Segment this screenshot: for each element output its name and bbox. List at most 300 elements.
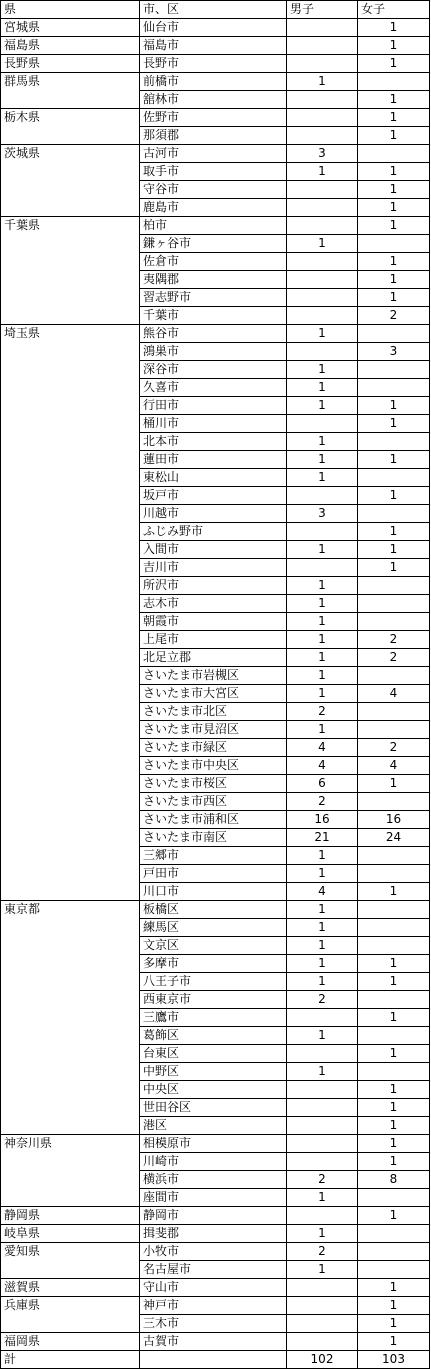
- table-row: [1, 271, 430, 289]
- male-cell: 1: [287, 361, 358, 379]
- pref-cell: [1, 181, 140, 199]
- male-cell: [287, 37, 358, 55]
- table-row: [1, 1333, 430, 1351]
- city-cell: 志木市: [140, 595, 287, 613]
- city-cell: 守山市: [140, 1279, 287, 1297]
- female-cell: 1: [358, 1135, 430, 1153]
- male-cell: 21: [287, 829, 358, 847]
- city-cell: 三木市: [140, 1315, 287, 1333]
- female-cell: [358, 469, 430, 487]
- female-cell: 1: [358, 91, 430, 109]
- female-cell: [358, 577, 430, 595]
- city-cell: 蓮田市: [140, 451, 287, 469]
- male-cell: 6: [287, 775, 358, 793]
- city-cell: 板橋区: [140, 901, 287, 919]
- table-row: [1, 829, 430, 847]
- table-row: [1, 1045, 430, 1063]
- pref-cell: [1, 1063, 140, 1081]
- city-cell: さいたま市桜区: [140, 775, 287, 793]
- table-row: [1, 1081, 430, 1099]
- city-cell: 習志野市: [140, 289, 287, 307]
- female-cell: [358, 919, 430, 937]
- pref-cell: 宮城県: [1, 19, 140, 37]
- table-row: [1, 397, 430, 415]
- city-cell: 朝霞市: [140, 613, 287, 631]
- table-row: [1, 739, 430, 757]
- female-cell: 1: [358, 1297, 430, 1315]
- pref-cell: [1, 433, 140, 451]
- pref-cell: [1, 469, 140, 487]
- female-cell: 1: [358, 217, 430, 235]
- table-row: [1, 343, 430, 361]
- male-cell: 1: [287, 1261, 358, 1279]
- city-cell: さいたま市中央区: [140, 757, 287, 775]
- pref-cell: 長野県: [1, 55, 140, 73]
- header-row: [1, 1, 430, 19]
- table-row: [1, 649, 430, 667]
- city-cell: 西東京市: [140, 991, 287, 1009]
- table-row: [1, 1153, 430, 1171]
- female-cell: 16: [358, 811, 430, 829]
- pref-cell: [1, 757, 140, 775]
- male-cell: [287, 181, 358, 199]
- pref-cell: [1, 1261, 140, 1279]
- table-row: [1, 181, 430, 199]
- pref-cell: [1, 541, 140, 559]
- pref-cell: [1, 865, 140, 883]
- table-row: [1, 613, 430, 631]
- city-cell: さいたま市大宮区: [140, 685, 287, 703]
- city-cell: 坂戸市: [140, 487, 287, 505]
- city-cell: 三鷹市: [140, 1009, 287, 1027]
- pref-cell: [1, 505, 140, 523]
- table-row: [1, 667, 430, 685]
- male-cell: [287, 109, 358, 127]
- female-cell: [358, 865, 430, 883]
- male-cell: [287, 1333, 358, 1351]
- table-row: [1, 307, 430, 325]
- male-cell: 3: [287, 505, 358, 523]
- pref-cell: [1, 883, 140, 901]
- male-cell: 2: [287, 793, 358, 811]
- pref-cell: [1, 397, 140, 415]
- female-cell: [358, 235, 430, 253]
- city-cell: 舘林市: [140, 91, 287, 109]
- table-row: [1, 163, 430, 181]
- male-cell: 4: [287, 883, 358, 901]
- pref-cell: 埼玉県: [1, 325, 140, 343]
- pref-cell: [1, 829, 140, 847]
- male-cell: 4: [287, 757, 358, 775]
- pref-cell: 愛知県: [1, 1243, 140, 1261]
- city-cell: 多摩市: [140, 955, 287, 973]
- male-cell: [287, 1045, 358, 1063]
- city-cell: さいたま市緑区: [140, 739, 287, 757]
- pref-cell: 静岡県: [1, 1207, 140, 1225]
- pref-cell: 滋賀県: [1, 1279, 140, 1297]
- female-cell: 1: [358, 163, 430, 181]
- table-row: [1, 523, 430, 541]
- city-cell: 鴻巣市: [140, 343, 287, 361]
- male-cell: 1: [287, 163, 358, 181]
- city-cell: 千葉市: [140, 307, 287, 325]
- table-row: [1, 1207, 430, 1225]
- city-cell: 横浜市: [140, 1171, 287, 1189]
- table-row: [1, 811, 430, 829]
- table-row: [1, 451, 430, 469]
- city-cell: 仙台市: [140, 19, 287, 37]
- table-row: [1, 469, 430, 487]
- city-cell: さいたま市西区: [140, 793, 287, 811]
- table-row: [1, 1171, 430, 1189]
- city-cell: さいたま市浦和区: [140, 811, 287, 829]
- female-cell: [358, 793, 430, 811]
- male-cell: [287, 1117, 358, 1135]
- table-row: [1, 505, 430, 523]
- table-row: [1, 721, 430, 739]
- table-row: [1, 1279, 430, 1297]
- pref-cell: 東京都: [1, 901, 140, 919]
- city-cell: 久喜市: [140, 379, 287, 397]
- city-cell: 夷隅郡: [140, 271, 287, 289]
- table-row: [1, 559, 430, 577]
- table-row: [1, 1135, 430, 1153]
- female-cell: 24: [358, 829, 430, 847]
- city-cell: 川口市: [140, 883, 287, 901]
- female-cell: 4: [358, 685, 430, 703]
- pref-cell: [1, 793, 140, 811]
- female-cell: 1: [358, 1045, 430, 1063]
- male-cell: [287, 91, 358, 109]
- pref-cell: 神奈川県: [1, 1135, 140, 1153]
- pref-cell: 栃木県: [1, 109, 140, 127]
- table-row: [1, 991, 430, 1009]
- male-cell: 1: [287, 1225, 358, 1243]
- male-cell: 16: [287, 811, 358, 829]
- male-cell: 1: [287, 235, 358, 253]
- city-cell: 入間市: [140, 541, 287, 559]
- pref-cell: 千葉県: [1, 217, 140, 235]
- total-label: 計: [1, 1351, 140, 1369]
- table-row: [1, 127, 430, 145]
- table-row: [1, 1261, 430, 1279]
- male-cell: [287, 1099, 358, 1117]
- male-cell: 1: [287, 1027, 358, 1045]
- table-row: [1, 1117, 430, 1135]
- city-cell: 川越市: [140, 505, 287, 523]
- city-cell: 柏市: [140, 217, 287, 235]
- pref-cell: [1, 163, 140, 181]
- female-cell: [358, 325, 430, 343]
- male-cell: [287, 199, 358, 217]
- table-row: [1, 1225, 430, 1243]
- pref-cell: [1, 361, 140, 379]
- pref-cell: [1, 523, 140, 541]
- male-cell: [287, 343, 358, 361]
- table-row: [1, 955, 430, 973]
- female-cell: [358, 847, 430, 865]
- pref-cell: [1, 577, 140, 595]
- male-cell: 1: [287, 865, 358, 883]
- pref-cell: [1, 847, 140, 865]
- table-row: [1, 91, 430, 109]
- female-cell: 1: [358, 19, 430, 37]
- pref-cell: [1, 91, 140, 109]
- female-cell: 1: [358, 1315, 430, 1333]
- female-cell: 1: [358, 523, 430, 541]
- city-cell: 桶川市: [140, 415, 287, 433]
- male-cell: [287, 55, 358, 73]
- table-row: [1, 577, 430, 595]
- female-cell: [358, 505, 430, 523]
- city-cell: 川崎市: [140, 1153, 287, 1171]
- pref-cell: 福島県: [1, 37, 140, 55]
- male-cell: [287, 217, 358, 235]
- male-cell: 1: [287, 541, 358, 559]
- female-cell: 1: [358, 973, 430, 991]
- female-cell: [358, 613, 430, 631]
- table-row: [1, 1315, 430, 1333]
- female-cell: 1: [358, 181, 430, 199]
- pref-cell: [1, 703, 140, 721]
- male-cell: 4: [287, 739, 358, 757]
- pref-cell: [1, 1045, 140, 1063]
- pref-cell: [1, 343, 140, 361]
- pref-cell: [1, 199, 140, 217]
- female-cell: 1: [358, 559, 430, 577]
- table-row: [1, 937, 430, 955]
- table-row: [1, 415, 430, 433]
- city-cell: 世田谷区: [140, 1099, 287, 1117]
- table-row: [1, 73, 430, 91]
- city-cell: 熊谷市: [140, 325, 287, 343]
- female-cell: 1: [358, 55, 430, 73]
- female-cell: 2: [358, 649, 430, 667]
- male-cell: [287, 1279, 358, 1297]
- female-cell: [358, 145, 430, 163]
- female-cell: 1: [358, 1333, 430, 1351]
- pref-cell: 福岡県: [1, 1333, 140, 1351]
- table-row: [1, 1297, 430, 1315]
- pref-cell: [1, 487, 140, 505]
- city-cell: 所沢市: [140, 577, 287, 595]
- male-cell: 1: [287, 919, 358, 937]
- city-cell: 港区: [140, 1117, 287, 1135]
- table-row: [1, 1063, 430, 1081]
- female-cell: 1: [358, 289, 430, 307]
- female-cell: [358, 433, 430, 451]
- female-cell: 1: [358, 199, 430, 217]
- city-cell: 戸田市: [140, 865, 287, 883]
- female-cell: 1: [358, 1009, 430, 1027]
- male-cell: 1: [287, 721, 358, 739]
- pref-cell: [1, 289, 140, 307]
- female-cell: 2: [358, 631, 430, 649]
- male-cell: 1: [287, 685, 358, 703]
- female-cell: 1: [358, 1081, 430, 1099]
- male-cell: [287, 289, 358, 307]
- female-cell: [358, 1027, 430, 1045]
- female-cell: [358, 1189, 430, 1207]
- city-cell: 深谷市: [140, 361, 287, 379]
- city-cell: 北本市: [140, 433, 287, 451]
- male-cell: [287, 1081, 358, 1099]
- male-cell: [287, 19, 358, 37]
- table-row: [1, 631, 430, 649]
- male-cell: 1: [287, 847, 358, 865]
- city-cell: 座間市: [140, 1189, 287, 1207]
- male-cell: [287, 307, 358, 325]
- city-cell: 長野市: [140, 55, 287, 73]
- pref-cell: [1, 955, 140, 973]
- female-cell: 2: [358, 307, 430, 325]
- pref-cell: [1, 127, 140, 145]
- city-cell: 名古屋市: [140, 1261, 287, 1279]
- city-cell: 相模原市: [140, 1135, 287, 1153]
- city-cell: 文京区: [140, 937, 287, 955]
- pref-cell: 群馬県: [1, 73, 140, 91]
- table-row: [1, 865, 430, 883]
- city-cell: 古河市: [140, 145, 287, 163]
- female-cell: [358, 667, 430, 685]
- table-row: [1, 433, 430, 451]
- table-row: [1, 199, 430, 217]
- female-cell: [358, 721, 430, 739]
- pref-cell: [1, 1117, 140, 1135]
- male-cell: [287, 271, 358, 289]
- table-row: [1, 19, 430, 37]
- city-cell: 小牧市: [140, 1243, 287, 1261]
- pref-cell: [1, 415, 140, 433]
- pref-cell: [1, 559, 140, 577]
- city-cell: さいたま市岩槻区: [140, 667, 287, 685]
- table-row: [1, 1027, 430, 1045]
- pref-cell: [1, 595, 140, 613]
- female-cell: 4: [358, 757, 430, 775]
- female-cell: [358, 991, 430, 1009]
- pref-cell: [1, 1189, 140, 1207]
- male-cell: [287, 253, 358, 271]
- male-cell: 1: [287, 325, 358, 343]
- city-cell: 揖斐郡: [140, 1225, 287, 1243]
- table-row: [1, 685, 430, 703]
- pref-cell: [1, 919, 140, 937]
- table-row: [1, 109, 430, 127]
- city-cell: さいたま市見沼区: [140, 721, 287, 739]
- female-cell: [358, 73, 430, 91]
- city-cell: 鹿島市: [140, 199, 287, 217]
- male-cell: [287, 1135, 358, 1153]
- total-male: 102: [287, 1351, 358, 1369]
- city-cell: 東松山: [140, 469, 287, 487]
- table-row: [1, 1243, 430, 1261]
- female-cell: 1: [358, 541, 430, 559]
- female-cell: 1: [358, 1153, 430, 1171]
- city-cell: 佐野市: [140, 109, 287, 127]
- city-cell: 那須郡: [140, 127, 287, 145]
- pref-cell: 兵庫県: [1, 1297, 140, 1315]
- male-cell: [287, 559, 358, 577]
- table-row: [1, 973, 430, 991]
- male-cell: [287, 523, 358, 541]
- male-cell: 2: [287, 1243, 358, 1261]
- pref-cell: [1, 631, 140, 649]
- city-cell: さいたま市南区: [140, 829, 287, 847]
- pref-cell: [1, 1099, 140, 1117]
- pref-cell: [1, 739, 140, 757]
- total-row: [1, 1351, 430, 1369]
- female-cell: [358, 361, 430, 379]
- female-cell: 1: [358, 883, 430, 901]
- table-row: [1, 37, 430, 55]
- table-row: [1, 793, 430, 811]
- pref-cell: [1, 973, 140, 991]
- female-cell: 1: [358, 1279, 430, 1297]
- table-row: [1, 757, 430, 775]
- pref-cell: [1, 811, 140, 829]
- male-cell: 2: [287, 1171, 358, 1189]
- total-blank: [140, 1351, 287, 1369]
- table-row: [1, 55, 430, 73]
- male-cell: 1: [287, 1063, 358, 1081]
- table-row: [1, 235, 430, 253]
- male-cell: 1: [287, 955, 358, 973]
- table-row: [1, 1009, 430, 1027]
- female-cell: 1: [358, 415, 430, 433]
- city-cell: 前橋市: [140, 73, 287, 91]
- male-cell: 1: [287, 595, 358, 613]
- male-cell: 1: [287, 649, 358, 667]
- male-cell: [287, 1207, 358, 1225]
- female-cell: [358, 901, 430, 919]
- male-cell: 2: [287, 991, 358, 1009]
- male-cell: 1: [287, 379, 358, 397]
- pref-cell: [1, 379, 140, 397]
- header-city: 市、区: [140, 1, 287, 19]
- pref-cell: [1, 613, 140, 631]
- pref-cell: [1, 937, 140, 955]
- city-cell: 神戸市: [140, 1297, 287, 1315]
- header-male: 男子: [287, 1, 358, 19]
- male-cell: 1: [287, 613, 358, 631]
- male-cell: 1: [287, 973, 358, 991]
- male-cell: 3: [287, 145, 358, 163]
- table-row: [1, 1099, 430, 1117]
- table-row: [1, 775, 430, 793]
- city-cell: 吉川市: [140, 559, 287, 577]
- city-cell: 中央区: [140, 1081, 287, 1099]
- male-cell: 1: [287, 667, 358, 685]
- male-cell: 1: [287, 397, 358, 415]
- female-cell: 1: [358, 775, 430, 793]
- female-cell: [358, 703, 430, 721]
- male-cell: [287, 487, 358, 505]
- total-female: 103: [358, 1351, 430, 1369]
- table-row: [1, 595, 430, 613]
- table-row: [1, 487, 430, 505]
- city-cell: さいたま市北区: [140, 703, 287, 721]
- pref-cell: [1, 1027, 140, 1045]
- pref-cell: [1, 667, 140, 685]
- table-row: [1, 883, 430, 901]
- male-cell: 1: [287, 469, 358, 487]
- female-cell: 1: [358, 487, 430, 505]
- male-cell: [287, 1297, 358, 1315]
- male-cell: 1: [287, 631, 358, 649]
- female-cell: 1: [358, 1099, 430, 1117]
- female-cell: [358, 379, 430, 397]
- table-row: [1, 379, 430, 397]
